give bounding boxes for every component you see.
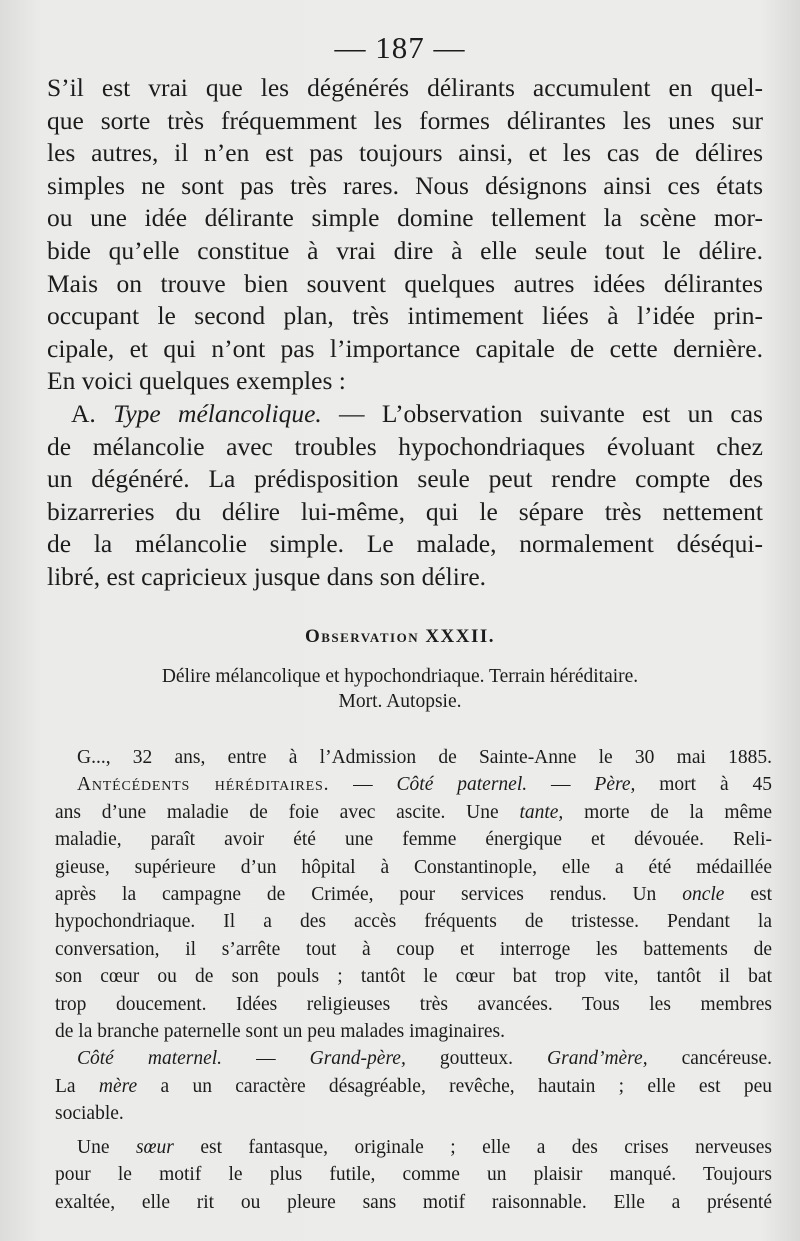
text-line: occupant le second plan, très intimement liées à l’idée prin- <box>47 301 763 331</box>
text-span: mort à 45 <box>635 774 772 796</box>
text-span: ans d’une maladie de foie avec ascite. Une <box>55 801 520 823</box>
text-span: est fantasque, originale ; elle a des crises nerveuses <box>173 1136 772 1158</box>
text-line: ou une idée délirante simple domine tellement la scène mor- <box>47 203 763 233</box>
side-label: Côté paternel. <box>396 774 528 796</box>
text-line <box>55 1073 772 1100</box>
text-line: libré, est capricieux jusque dans son délire. <box>47 561 487 591</box>
text-line: que sorte très fréquemment les formes délirantes les unes sur <box>47 105 763 135</box>
text-line: les autres, il n’en est pas toujours ainsi, et les cas de délires <box>47 138 763 168</box>
section-letter: A. <box>71 398 114 428</box>
text-line: simples ne sont pas très rares. Nous désignons ainsi ces états <box>47 170 763 200</box>
text-span: morte de la même <box>563 801 772 823</box>
case-text-block <box>55 744 772 1216</box>
text-line: conversation, il s’arrête tout à coup et interroge les battements de <box>55 938 772 960</box>
text-line: cipale, et qui n’ont pas l’importance capitale de cette dernière. <box>47 333 763 363</box>
text-line: de mélancolie avec troubles hypochondriaques évoluant chez <box>47 431 763 461</box>
type-title: Type mélancolique. <box>113 398 322 428</box>
text-line <box>55 1045 772 1072</box>
observation-title: Observation XXXII. <box>304 626 496 647</box>
dash: — <box>527 774 595 796</box>
text-span: La <box>55 1075 99 1097</box>
text-line <box>55 881 772 908</box>
subtitle-line: Délire mélancolique et hypochondriaque. Terrain héréditaire. <box>161 666 639 687</box>
text-line: Mais on trouve bien souvent quelques autres idées délirantes <box>47 268 763 298</box>
text-line: un dégénéré. La prédisposition seule peut rendre compte des <box>47 464 763 494</box>
text-line <box>55 799 772 826</box>
text-line: trop doucement. Idées religieuses très avancées. Tous les membres <box>55 993 772 1015</box>
text-line: son cœur ou de son pouls ; tantôt le cœur bat trop vite, tantôt il bat <box>55 966 772 988</box>
main-text-block <box>47 72 763 594</box>
italic-term: mère <box>98 1075 138 1097</box>
italic-term: Grand-père, <box>309 1048 406 1070</box>
italic-term: Côté maternel. <box>77 1048 223 1070</box>
text-line <box>55 771 772 798</box>
type-heading-line <box>47 398 763 431</box>
text-line: hypochondriaque. Il a des accès fréquents de tristesse. Pendant la <box>55 911 772 933</box>
italic-term: tante, <box>519 801 564 823</box>
text-span: après la campagne de Crimée, pour services rendus. Un <box>55 884 683 906</box>
observation-subtitle <box>0 664 800 714</box>
text-line: maladie, paraît avoir été une femme énergique et dévouée. Reli- <box>55 829 772 851</box>
pere-label: Père, <box>594 774 636 796</box>
text-line: exaltée, elle rit ou pleure sans motif raisonnable. Elle a présenté <box>55 1191 772 1213</box>
text-span: goutteux. <box>405 1048 548 1070</box>
text-line: bizarreries du délire lui-même, qui le sépare très nettement <box>47 496 763 526</box>
text-line: de la branche paternelle sont un peu malades imaginaires. <box>55 1021 505 1043</box>
text-line: de la mélancolie simple. Le malade, normalement déséqui- <box>47 529 763 559</box>
dash: — <box>329 774 397 796</box>
text-line: G..., 32 ans, entre à l’Admission de Sainte-Anne le 30 mai 1885. <box>77 747 772 768</box>
text-span: Une <box>77 1136 136 1158</box>
dash: — <box>222 1048 310 1070</box>
text-line <box>55 1134 772 1161</box>
italic-term: oncle <box>682 884 725 906</box>
subtitle-line: Mort. Autopsie. <box>338 691 462 712</box>
text-line: pour le motif le plus futile, comme un plaisir manqué. Toujours <box>55 1164 772 1186</box>
type-title-rest: — L’observation suivante est un cas <box>321 398 763 428</box>
text-line: S’il est vrai que les dégénérés délirants accumulent en quel- <box>47 73 763 102</box>
italic-term: sœur <box>135 1136 174 1158</box>
text-span: est <box>724 884 772 906</box>
text-line: sociable. <box>55 1103 124 1125</box>
italic-term: Grand’mère, <box>547 1048 648 1070</box>
page-number: — 187 — <box>334 30 466 65</box>
text-line: gieuse, supérieure d’un hôpital à Constantinople, elle a été médaillée <box>55 856 772 878</box>
antecedents-heading: Antécédents héréditaires. <box>77 774 330 796</box>
text-line: bide qu’elle constitue à vrai dire à elle seule tout le délire. <box>47 235 763 265</box>
text-span: a un caractère désagréable, revêche, hautain ; elle est peu <box>137 1075 772 1097</box>
text-line: En voici quelques exemples : <box>47 366 346 396</box>
text-span: cancéreuse. <box>647 1048 772 1070</box>
